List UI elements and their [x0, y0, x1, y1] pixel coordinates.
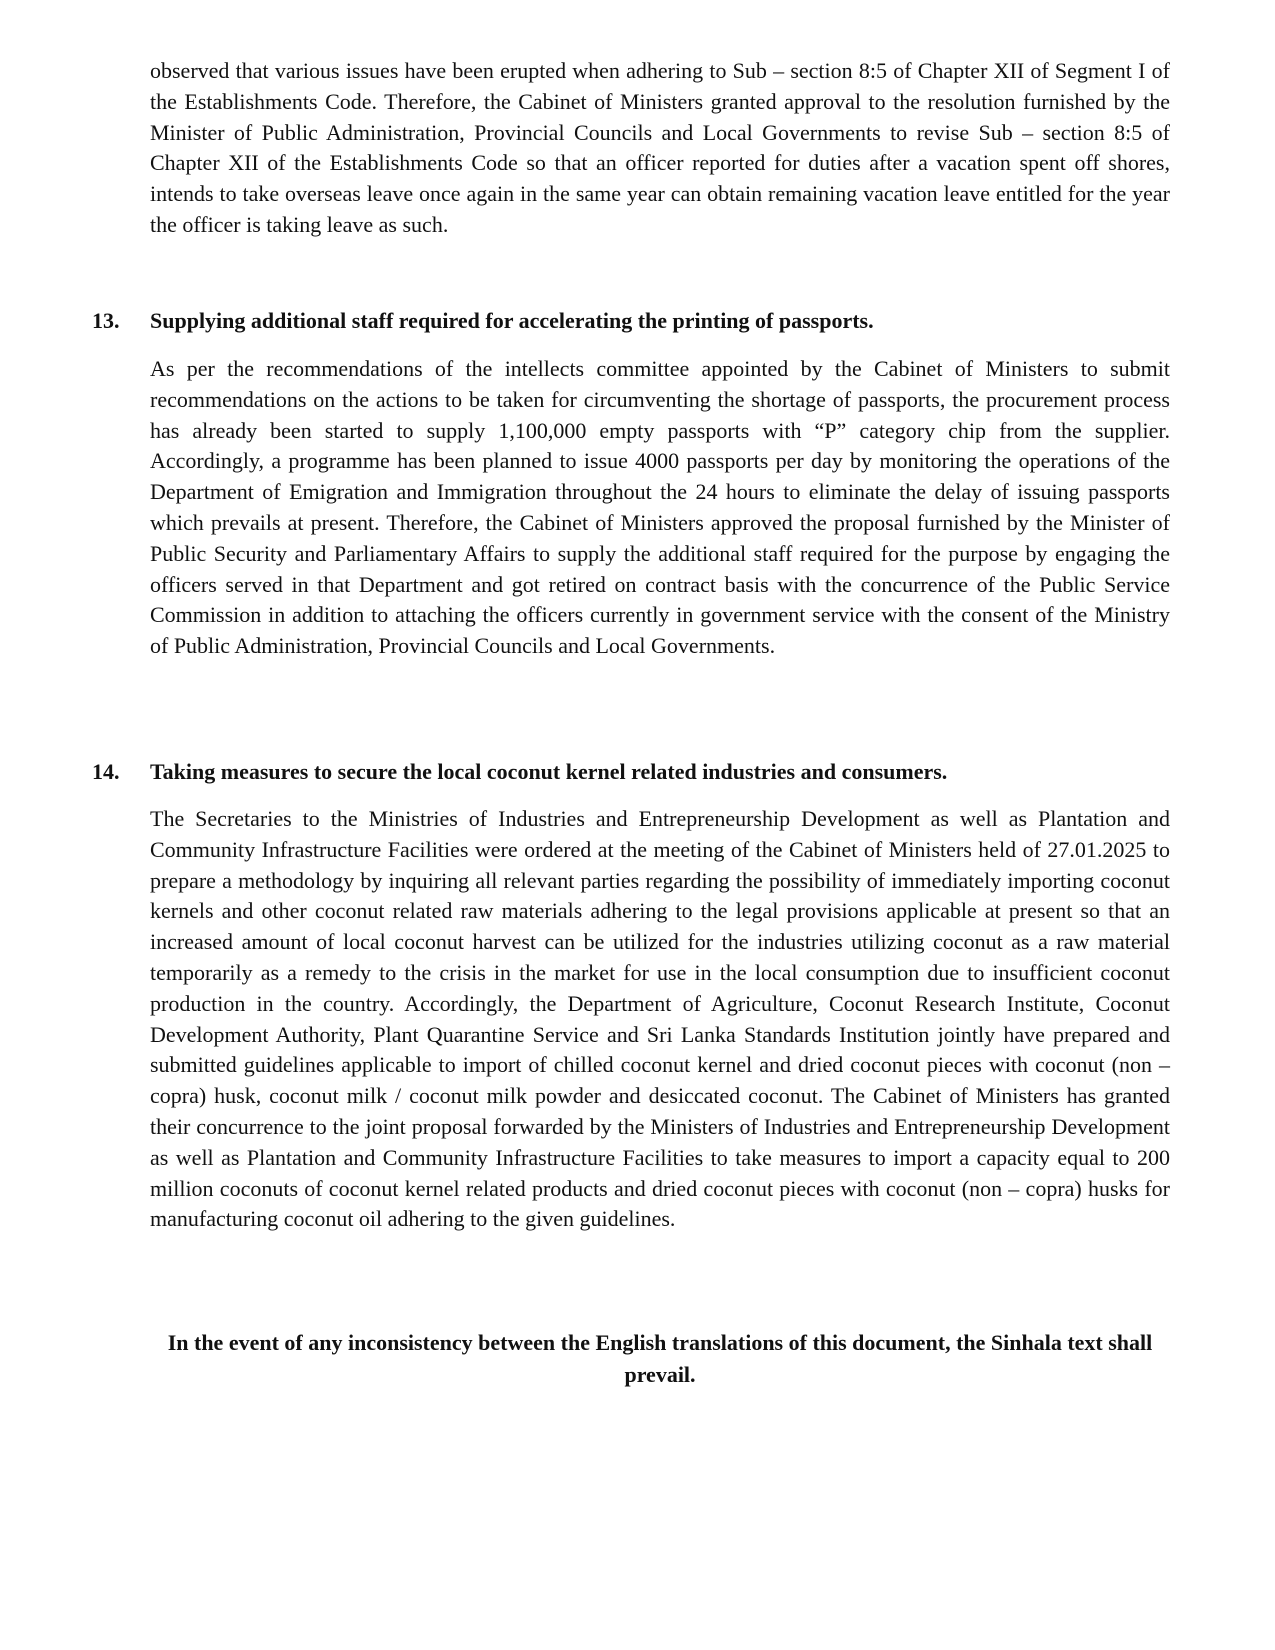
item-13-body: As per the recommendations of the intellects committee appointed by the Cabinet of Ministers to submit recommendations on the actions to be taken for circumventing the shortage of passports, the procurement process has already been started to supply 1,100,000 empty passports with “P” category chip from the supplier. Accordingly, a programme has been planned to issue 4000 passports per day by monitoring the operations of the Department of Emigration and Immigration throughout the 24 hours to eliminate the delay of issuing passports which prevails at present. Therefore, the Cabinet of Ministers approved the proposal furnished by the Minister of Public Security and Parliamentary Affairs to supply the additional staff required for the purpose by engaging the officers served in that Department and got retired on contract basis with the concurrence of the Public Service Commission in addition to attaching the officers currently in government service with the consent of the Ministry of Public Administration, Provincial Councils and Local Governments. — [150, 356, 1170, 659]
item-14-title: Taking measures to secure the local coconut kernel related industries and consumers. — [150, 759, 948, 784]
item-14-number: 14. — [92, 759, 120, 784]
item-13-number: 13. — [92, 308, 120, 333]
continued-paragraph: observed that various issues have been erupted when adhering to Sub – section 8:5 of Chapter XII of Segment I of the Establishments Code. Therefore, the Cabinet of Ministers granted approval to the resolution furnished by the Minister of Public Administration, Provincial Councils and Local Governments to revise Sub – section 8:5 of Chapter XII of the Establishments Code so that an officer reported for duties after a vacation spent off shores, intends to take overseas leave once again in the same year can obtain remaining vacation leave entitled for the year the officer is taking leave as such. — [150, 58, 1170, 237]
item-14-body: The Secretaries to the Ministries of Industries and Entrepreneurship Development as well as Plantation and Community Infrastructure Facilities were ordered at the meeting of the Cabinet of Ministers held of 27.01.2025 to prepare a methodology by inquiring all relevant parties regarding the possibility of immediately importing coconut kernels and other coconut related raw materials adhering to the legal provisions applicable at present so that an increased amount of local coconut harvest can be utilized for the industries utilizing coconut as a raw material temporarily as a remedy to the crisis in the market for use in the local consumption due to insufficient coconut production in the country. Accordingly, the Department of Agriculture, Coconut Research Institute, Coconut Development Authority, Plant Quarantine Service and Sri Lanka Standards Institution jointly have prepared and submitted guidelines applicable to import of chilled coconut kernel and dried coconut pieces with coconut (non – copra) husk, coconut milk / coconut milk powder and desiccated coconut. The Cabinet of Ministers has granted their concurrence to the joint proposal forwarded by the Ministers of Industries and Entrepreneurship Development as well as Plantation and Community Infrastructure Facilities to take measures to import a capacity equal to 200 million coconuts of coconut kernel related products and dried coconut pieces with coconut (non – copra) husks for manufacturing coconut oil adhering to the given guidelines. — [150, 806, 1170, 1232]
item-13-title: Supplying additional staff required for accelerating the printing of passports. — [150, 308, 874, 333]
translation-disclaimer: In the event of any inconsistency between the English translations of this document, the Sinhala text shall prevail. — [167, 1330, 1153, 1387]
